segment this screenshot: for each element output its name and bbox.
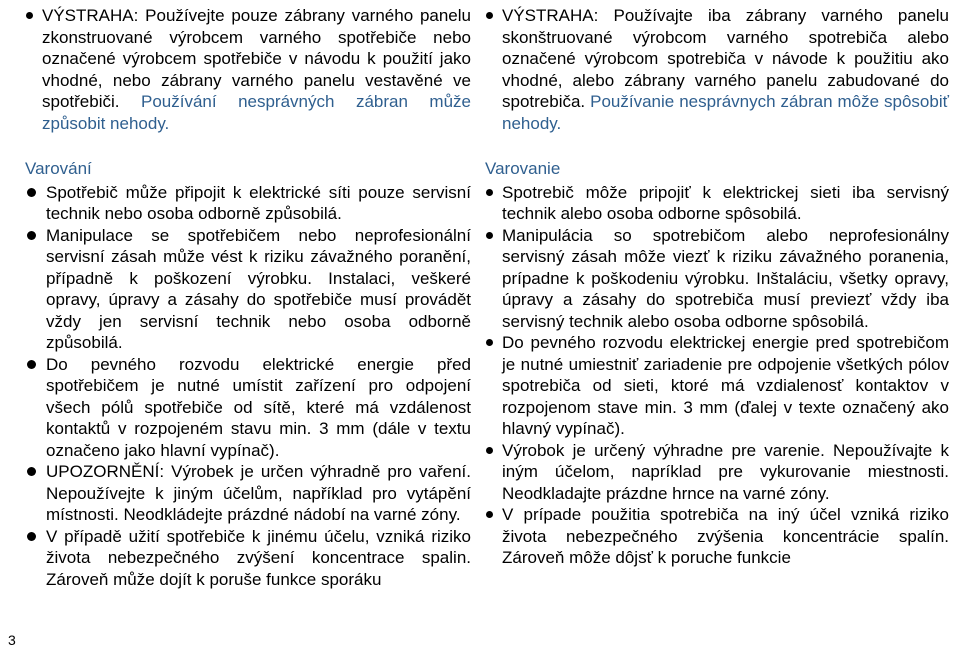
warning-intro-text: VÝSTRAHA: Používejte pouze zábrany varného panelu zkonstruované výrobcem varného spotřebiče nebo označené výrobcem spotřebiče v návodu k použití jako vhodné, nebo zábrany varného panelu vestavěné ve spotřebiči. bbox=[42, 6, 471, 111]
list-item-text: UPOZORNĚNÍ: Výrobek je určen výhradně pro vaření. Nepoužívejte k jiným účelům, například pro vytápění místnosti. Neodkládejte prázdné nádobí na varné zóny. bbox=[46, 462, 471, 524]
list-item-text: Manipulace se spotřebičem nebo neprofesionální servisní zásah může vést k riziku závažného poranění, případně k poškození výrobku. Instalaci, veškeré opravy, úpravy a zásahy do spotřebiče musí provádět vždy jen servisní technik nebo osoba odborně způsobilá. bbox=[46, 225, 471, 352]
list-item bbox=[25, 461, 471, 526]
list-item bbox=[485, 504, 949, 569]
bullet-icon bbox=[27, 467, 36, 476]
warning-intro bbox=[25, 5, 471, 134]
section-heading: Varovanie bbox=[485, 159, 561, 178]
list-item bbox=[485, 332, 949, 440]
list-item bbox=[485, 440, 949, 505]
page-number: 3 bbox=[8, 632, 16, 648]
slovak-column bbox=[485, 5, 949, 569]
warning-intro bbox=[485, 5, 949, 134]
bullet-icon bbox=[27, 188, 36, 197]
bullet-icon bbox=[486, 232, 493, 239]
list-item bbox=[25, 182, 471, 225]
list-item-text: V prípade použitia spotrebiča na iný účel vzniká riziko života nebezpečného zvýšenia koncentrácie spalín. Zároveň môže dôjsť k poruche funkcie bbox=[502, 505, 949, 567]
list-item bbox=[25, 225, 471, 354]
bullet-icon bbox=[486, 339, 493, 346]
list-item bbox=[25, 526, 471, 591]
bullet-icon bbox=[27, 360, 36, 369]
bullet-icon bbox=[27, 231, 36, 240]
list-item bbox=[25, 354, 471, 462]
warning-intro-accent: Používanie nesprávnych zábran môže spôsobiť nehody. bbox=[502, 92, 949, 133]
bullet-icon bbox=[27, 532, 36, 541]
list-item-text: Spotrebič môže pripojiť k elektrickej sieti iba servisný technik alebo osoba odborne spôsobilá. bbox=[502, 182, 949, 223]
warning-intro-text: VÝSTRAHA: Používajte iba zábrany varného panelu skonštruované výrobcom varného spotrebiča alebo označené výrobcom spotrebiča v návode k použitiu ako vhodné, alebo zábrany varného panelu zabudované do spotrebiča. bbox=[502, 6, 949, 111]
bullet-icon bbox=[486, 447, 493, 454]
bullet-icon bbox=[486, 12, 493, 19]
list-item-text: Výrobok je určený výhradne pre varenie. Nepoužívajte k iným účelom, napríklad pre vykurovanie miestnosti. Neodkladajte prázdne hrnce na varné zóny. bbox=[502, 440, 949, 503]
list-item-text: Do pevného rozvodu elektrickej energie pred spotrebičom je nutné umiestniť zariadenie pre odpojenie všetkých pólov spotrebiča od sieti, ktoré má vzdialenosť kontaktov v rozpojenom stave min. 3 mm (ďalej v texte označený ako hlavný vypínač). bbox=[502, 333, 949, 438]
list-item bbox=[485, 225, 949, 333]
list-item-text: V případě užití spotřebiče k jinému účelu, vzniká riziko života nebezpečného zvýšení koncentrace spalin. Zároveň může dojít k poruše funkce sporáku bbox=[46, 526, 471, 589]
warning-intro-accent: Používání nesprávných zábran může způsobit nehody. bbox=[42, 92, 471, 133]
section-heading: Varování bbox=[25, 159, 92, 178]
bullet-icon bbox=[486, 189, 493, 196]
list-item-text: Manipulácia so spotrebičom alebo neprofesionálny servisný zásah môže viezť k riziku závažného poranenia, prípadne k poškodeniu výrobku. Inštaláciu, všetky opravy, úpravy a zásahy do spotrebiča musí previezť vždy iba servisný technik alebo osoba odborne spôsobilá. bbox=[502, 225, 949, 331]
bullet-icon bbox=[486, 511, 493, 518]
list-item-text: Spotřebič může připojit k elektrické síti pouze servisní technik nebo osoba odborně způsobilá. bbox=[46, 182, 471, 223]
list-item bbox=[485, 182, 949, 225]
czech-column bbox=[25, 5, 471, 590]
list-item-text: Do pevného rozvodu elektrické energie před spotřebičem je nutné umístit zařízení pro odpojení všech pólů spotřebiče od sítě, které má vzdálenost kontaktů v rozpojeném stavu min. 3 mm (dále v textu označeno jako hlavní vypínač). bbox=[46, 354, 471, 460]
bullet-icon bbox=[26, 12, 33, 19]
